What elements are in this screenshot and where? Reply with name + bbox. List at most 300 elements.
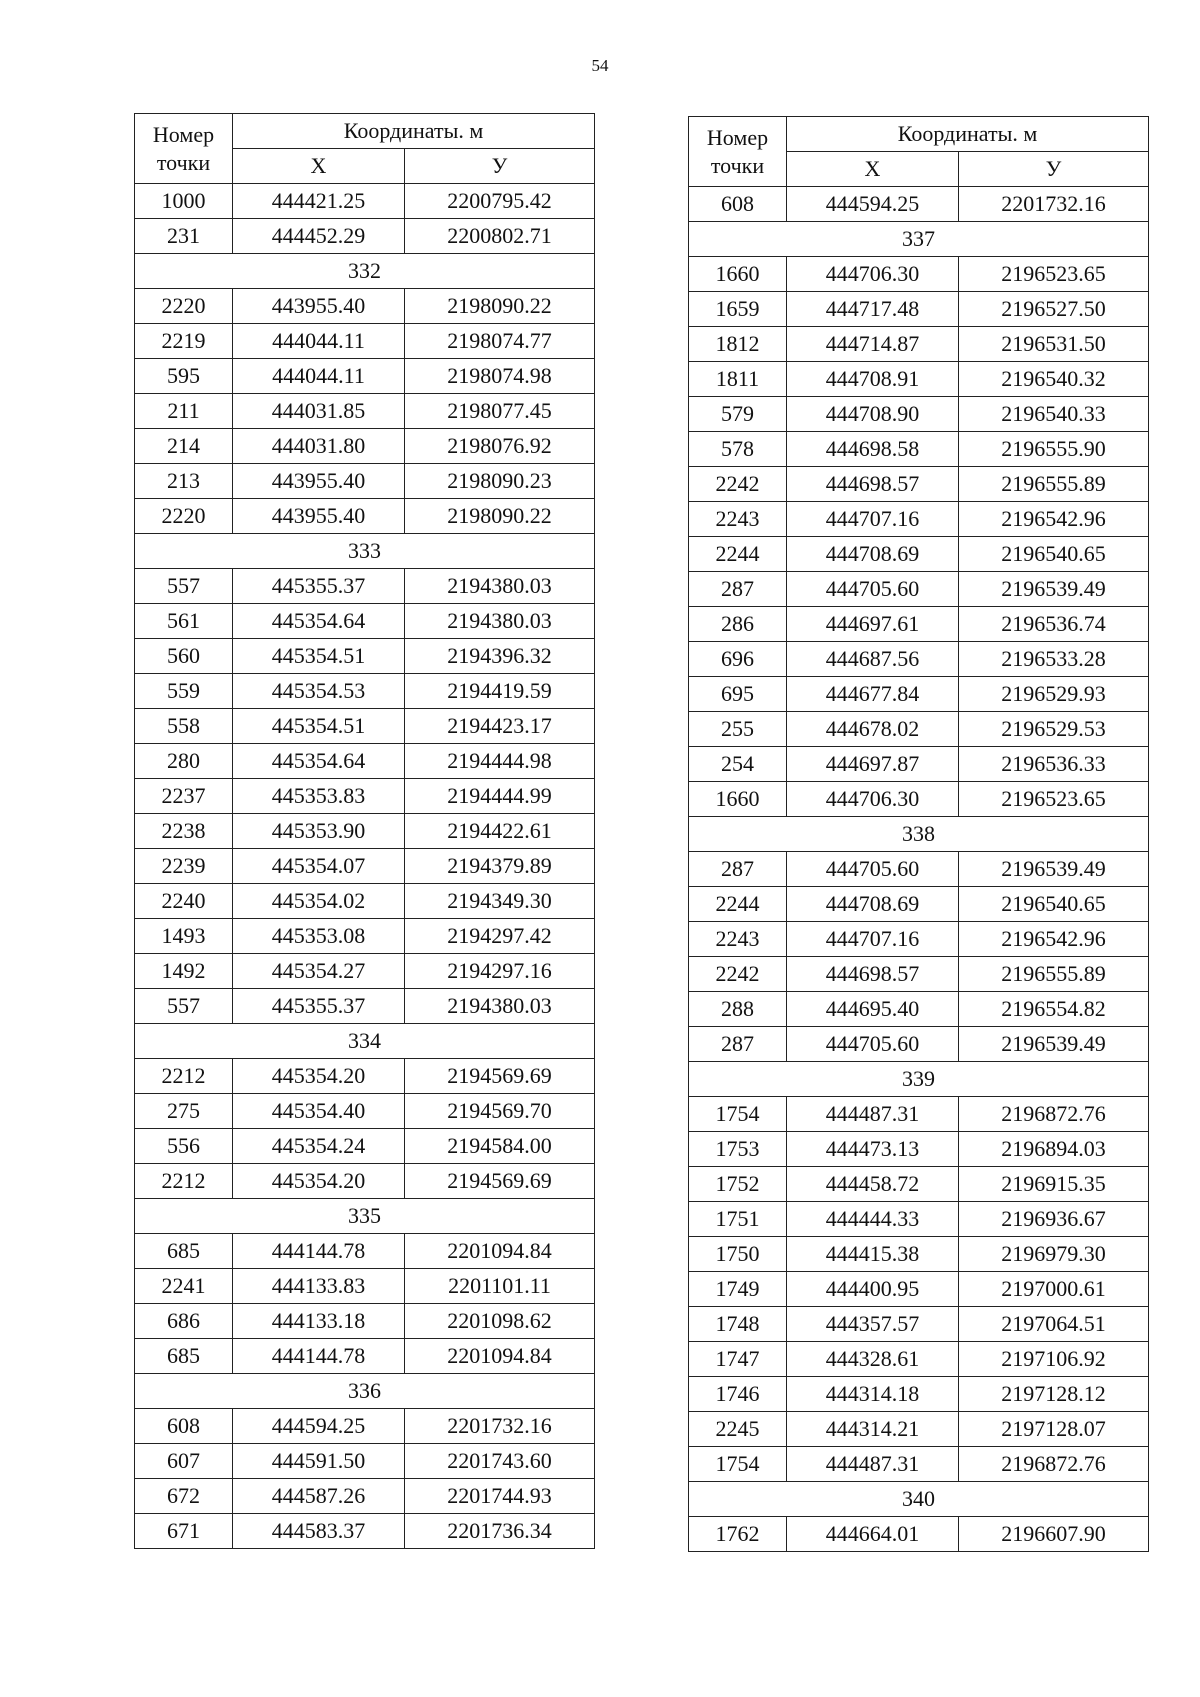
y-coordinate-cell: 2196539.49 [959,1027,1149,1062]
point-number-cell: 2239 [135,849,233,884]
y-coordinate-cell: 2194422.61 [405,814,595,849]
y-coordinate-cell: 2196540.33 [959,397,1149,432]
table-row [689,642,1149,677]
x-coordinate-cell: 445355.37 [233,569,405,604]
x-coordinate-cell: 444717.48 [787,292,959,327]
x-coordinate-cell: 443955.40 [233,289,405,324]
y-coordinate-cell: 2196540.65 [959,887,1149,922]
x-coordinate-cell: 445354.20 [233,1164,405,1199]
x-coordinate-cell: 444587.26 [233,1479,405,1514]
x-coordinate-cell: 445354.24 [233,1129,405,1164]
table-row [689,747,1149,782]
y-coordinate-cell: 2196915.35 [959,1167,1149,1202]
table-row [135,499,595,534]
point-number-cell: 608 [689,187,787,222]
y-coordinate-cell: 2196527.50 [959,292,1149,327]
x-coordinate-cell: 444706.30 [787,257,959,292]
point-number-cell: 288 [689,992,787,1027]
table-row [135,954,595,989]
x-coordinate-cell: 444698.57 [787,467,959,502]
point-number-cell: 1000 [135,184,233,219]
table-row [135,1129,595,1164]
x-coordinate-cell: 444487.31 [787,1447,959,1482]
table-row [689,1517,1149,1552]
y-coordinate-cell: 2194584.00 [405,1129,595,1164]
x-coordinate-cell: 444594.25 [787,187,959,222]
table-row [689,957,1149,992]
point-number-cell: 1750 [689,1237,787,1272]
x-coordinate-cell: 443955.40 [233,499,405,534]
y-coordinate-cell: 2196607.90 [959,1517,1149,1552]
y-coordinate-cell: 2194419.59 [405,674,595,709]
y-coordinate-cell: 2196979.30 [959,1237,1149,1272]
point-number-cell: 1659 [689,292,787,327]
group-label: 340 [689,1482,1149,1517]
table-row [135,1164,595,1199]
y-coordinate-cell: 2196554.82 [959,992,1149,1027]
group-row [689,817,1149,852]
y-coordinate-cell: 2196542.96 [959,502,1149,537]
x-coordinate-cell: 444677.84 [787,677,959,712]
x-coordinate-cell: 444314.21 [787,1412,959,1447]
y-coordinate-cell: 2196542.96 [959,922,1149,957]
table-row [689,1412,1149,1447]
point-number-cell: 2220 [135,499,233,534]
coordinates-header: Координаты. м [787,117,1149,152]
table-row [135,569,595,604]
table-row [135,744,595,779]
x-coordinate-cell: 444044.11 [233,324,405,359]
y-coordinate-cell: 2200802.71 [405,219,595,254]
point-number-cell: 231 [135,219,233,254]
point-number-cell: 254 [689,747,787,782]
x-coordinate-cell: 444444.33 [787,1202,959,1237]
y-coordinate-cell: 2194396.32 [405,639,595,674]
y-coordinate-cell: 2194569.69 [405,1059,595,1094]
y-coordinate-cell: 2194380.03 [405,604,595,639]
x-coordinate-cell: 444421.25 [233,184,405,219]
point-number-cell: 685 [135,1234,233,1269]
table-row [135,674,595,709]
y-coordinate-cell: 2196872.76 [959,1097,1149,1132]
table-row [135,814,595,849]
point-number-cell: 595 [135,359,233,394]
y-coordinate-cell: 2196555.90 [959,432,1149,467]
x-coordinate-cell: 444705.60 [787,572,959,607]
point-number-cell: 696 [689,642,787,677]
table-row [135,289,595,324]
point-number-cell: 1811 [689,362,787,397]
group-row [689,222,1149,257]
point-number-cell: 2242 [689,467,787,502]
x-coordinate-cell: 445353.90 [233,814,405,849]
y-coordinate-cell: 2198090.22 [405,289,595,324]
x-coordinate-cell: 445354.40 [233,1094,405,1129]
group-label: 334 [135,1024,595,1059]
x-coordinate-cell: 445354.64 [233,604,405,639]
point-number-cell: 214 [135,429,233,464]
point-number-cell: 2241 [135,1269,233,1304]
point-number-cell: 287 [689,572,787,607]
table-row [689,887,1149,922]
table-row [135,184,595,219]
x-coordinate-cell: 445354.02 [233,884,405,919]
point-number-cell: 2244 [689,887,787,922]
x-coordinate-cell: 445355.37 [233,989,405,1024]
point-number-cell: 1762 [689,1517,787,1552]
table-row [689,327,1149,362]
point-number-cell: 1493 [135,919,233,954]
point-number-cell: 1749 [689,1272,787,1307]
coordinates-table-left [134,113,595,1549]
y-coordinate-cell: 2196523.65 [959,782,1149,817]
x-coordinate-cell: 443955.40 [233,464,405,499]
table-row [135,429,595,464]
group-label: 337 [689,222,1149,257]
table-row [689,362,1149,397]
table-row [689,1132,1149,1167]
group-row [689,1482,1149,1517]
y-coordinate-cell: 2196529.93 [959,677,1149,712]
x-coordinate-cell: 445353.08 [233,919,405,954]
group-label: 339 [689,1062,1149,1097]
coordinates-table-right [688,116,1149,1552]
point-number-cell: 1747 [689,1342,787,1377]
table-row [689,1202,1149,1237]
x-coordinate-cell: 444705.60 [787,1027,959,1062]
point-number-cell: 2242 [689,957,787,992]
y-coordinate-cell: 2194423.17 [405,709,595,744]
point-number-cell: 1492 [135,954,233,989]
point-number-cell: 578 [689,432,787,467]
point-number-cell: 579 [689,397,787,432]
y-coordinate-cell: 2196539.49 [959,852,1149,887]
y-coordinate-cell: 2198090.23 [405,464,595,499]
table-row [135,1444,595,1479]
y-coordinate-cell: 2196872.76 [959,1447,1149,1482]
point-number-cell: 685 [135,1339,233,1374]
group-row [135,1374,595,1409]
x-coordinate-cell: 444415.38 [787,1237,959,1272]
table-row [135,1094,595,1129]
x-coordinate-cell: 444708.90 [787,397,959,432]
x-coordinate-cell: 444328.61 [787,1342,959,1377]
point-number-cell: 558 [135,709,233,744]
x-coordinate-cell: 445354.53 [233,674,405,709]
group-label: 333 [135,534,595,569]
point-number-cell: 557 [135,569,233,604]
y-coordinate-cell: 2196540.32 [959,362,1149,397]
point-number-cell: 286 [689,607,787,642]
table-body [689,187,1149,1552]
x-coordinate-cell: 444144.78 [233,1339,405,1374]
y-coordinate-cell: 2198074.98 [405,359,595,394]
x-coordinate-cell: 444133.83 [233,1269,405,1304]
y-header: У [959,152,1149,187]
table-row [135,604,595,639]
point-number-cell: 255 [689,712,787,747]
point-number-cell: 1753 [689,1132,787,1167]
y-coordinate-cell: 2196555.89 [959,957,1149,992]
point-number-cell: 280 [135,744,233,779]
point-number-cell: 2212 [135,1059,233,1094]
table-row [689,1097,1149,1132]
table-row [689,187,1149,222]
group-row [135,1199,595,1234]
table-row [689,502,1149,537]
table-row [135,849,595,884]
table-row [135,779,595,814]
x-coordinate-cell: 444714.87 [787,327,959,362]
x-coordinate-cell: 444708.69 [787,887,959,922]
point-number-cell: 560 [135,639,233,674]
y-coordinate-cell: 2194569.69 [405,1164,595,1199]
y-coordinate-cell: 2194444.99 [405,779,595,814]
y-coordinate-cell: 2197000.61 [959,1272,1149,1307]
table-row [689,432,1149,467]
y-coordinate-cell: 2196529.53 [959,712,1149,747]
point-number-cell: 287 [689,1027,787,1062]
x-coordinate-cell: 444706.30 [787,782,959,817]
point-number-cell: 671 [135,1514,233,1549]
x-coordinate-cell: 444687.56 [787,642,959,677]
point-number-cell: 2237 [135,779,233,814]
x-coordinate-cell: 444698.58 [787,432,959,467]
point-number-cell: 287 [689,852,787,887]
y-coordinate-cell: 2196555.89 [959,467,1149,502]
y-coordinate-cell: 2196540.65 [959,537,1149,572]
table-row [689,1027,1149,1062]
group-row [135,254,595,289]
group-label: 335 [135,1199,595,1234]
y-coordinate-cell: 2197064.51 [959,1307,1149,1342]
point-number-cell: 672 [135,1479,233,1514]
x-coordinate-cell: 444594.25 [233,1409,405,1444]
point-number-cell: 1754 [689,1447,787,1482]
y-coordinate-cell: 2201743.60 [405,1444,595,1479]
table-row [689,677,1149,712]
x-coordinate-cell: 444133.18 [233,1304,405,1339]
table-row [135,464,595,499]
table-row [135,639,595,674]
x-coordinate-cell: 444583.37 [233,1514,405,1549]
table-row [689,292,1149,327]
x-coordinate-cell: 444031.80 [233,429,405,464]
point-number-cell: 608 [135,1409,233,1444]
x-coordinate-cell: 444314.18 [787,1377,959,1412]
y-coordinate-cell: 2196936.67 [959,1202,1149,1237]
point-number-cell: 2238 [135,814,233,849]
table-row [689,1272,1149,1307]
page-number: 54 [591,56,609,75]
point-number-cell: 2244 [689,537,787,572]
y-coordinate-cell: 2194297.16 [405,954,595,989]
y-coordinate-cell: 2196894.03 [959,1132,1149,1167]
table-row [135,1514,595,1549]
y-coordinate-cell: 2194349.30 [405,884,595,919]
group-row [135,534,595,569]
y-coordinate-cell: 2201101.11 [405,1269,595,1304]
x-coordinate-cell: 444044.11 [233,359,405,394]
y-coordinate-cell: 2198090.22 [405,499,595,534]
x-coordinate-cell: 444452.29 [233,219,405,254]
y-coordinate-cell: 2201736.34 [405,1514,595,1549]
table-row [689,1307,1149,1342]
point-number-cell: 559 [135,674,233,709]
point-number-cell: 1812 [689,327,787,362]
x-header: Х [233,149,405,184]
table-row [689,1377,1149,1412]
table-row [689,922,1149,957]
x-coordinate-cell: 444707.16 [787,502,959,537]
point-number-cell: 1660 [689,782,787,817]
group-label: 336 [135,1374,595,1409]
y-coordinate-cell: 2198076.92 [405,429,595,464]
y-coordinate-cell: 2194444.98 [405,744,595,779]
table-row [135,1234,595,1269]
table-row [689,852,1149,887]
y-coordinate-cell: 2194380.03 [405,989,595,1024]
x-coordinate-cell: 444707.16 [787,922,959,957]
point-number-cell: 561 [135,604,233,639]
table-row [689,537,1149,572]
x-coordinate-cell: 444357.57 [787,1307,959,1342]
x-coordinate-cell: 444697.61 [787,607,959,642]
x-coordinate-cell: 444473.13 [787,1132,959,1167]
y-coordinate-cell: 2196523.65 [959,257,1149,292]
table-row [689,1167,1149,1202]
y-coordinate-cell: 2196533.28 [959,642,1149,677]
point-number-cell: 2220 [135,289,233,324]
point-number-cell: 1754 [689,1097,787,1132]
table-row [135,1059,595,1094]
y-coordinate-cell: 2200795.42 [405,184,595,219]
x-coordinate-cell: 444144.78 [233,1234,405,1269]
point-number-cell: 1660 [689,257,787,292]
table-row [689,992,1149,1027]
x-coordinate-cell: 444708.91 [787,362,959,397]
y-coordinate-cell: 2197106.92 [959,1342,1149,1377]
point-number-header: Номер точки [689,117,787,187]
y-coordinate-cell: 2196536.74 [959,607,1149,642]
point-number-header: Номер точки [135,114,233,184]
point-number-cell: 1752 [689,1167,787,1202]
point-number-cell: 2240 [135,884,233,919]
table-row [689,572,1149,607]
coordinates-header: Координаты. м [233,114,595,149]
x-coordinate-cell: 444487.31 [787,1097,959,1132]
table-row [135,1339,595,1374]
x-coordinate-cell: 444698.57 [787,957,959,992]
group-row [689,1062,1149,1097]
y-coordinate-cell: 2196539.49 [959,572,1149,607]
x-coordinate-cell: 444591.50 [233,1444,405,1479]
x-coordinate-cell: 444697.87 [787,747,959,782]
x-coordinate-cell: 445354.20 [233,1059,405,1094]
x-coordinate-cell: 445354.27 [233,954,405,989]
point-number-cell: 2212 [135,1164,233,1199]
table-row [135,1269,595,1304]
table-body [135,184,595,1549]
point-number-cell: 213 [135,464,233,499]
x-coordinate-cell: 445354.07 [233,849,405,884]
point-number-cell: 1746 [689,1377,787,1412]
group-label: 332 [135,254,595,289]
y-coordinate-cell: 2201094.84 [405,1339,595,1374]
table-row [135,394,595,429]
point-number-cell: 2243 [689,502,787,537]
table-row [689,712,1149,747]
x-coordinate-cell: 444678.02 [787,712,959,747]
point-number-cell: 211 [135,394,233,429]
x-coordinate-cell: 445354.51 [233,639,405,674]
table-row [135,1409,595,1444]
y-coordinate-cell: 2201732.16 [405,1409,595,1444]
table-row [689,257,1149,292]
table-row [135,219,595,254]
table-row [135,884,595,919]
x-coordinate-cell: 444708.69 [787,537,959,572]
table-row [689,1342,1149,1377]
point-number-cell: 557 [135,989,233,1024]
y-coordinate-cell: 2201094.84 [405,1234,595,1269]
table-row [135,1304,595,1339]
table-row [135,989,595,1024]
x-coordinate-cell: 444031.85 [233,394,405,429]
table-row [689,782,1149,817]
y-coordinate-cell: 2194380.03 [405,569,595,604]
x-coordinate-cell: 445354.64 [233,744,405,779]
y-coordinate-cell: 2201098.62 [405,1304,595,1339]
y-coordinate-cell: 2196536.33 [959,747,1149,782]
y-coordinate-cell: 2194569.70 [405,1094,595,1129]
point-number-cell: 1748 [689,1307,787,1342]
table-row [689,397,1149,432]
x-coordinate-cell: 445354.51 [233,709,405,744]
table-row [135,324,595,359]
point-number-cell: 686 [135,1304,233,1339]
y-coordinate-cell: 2196531.50 [959,327,1149,362]
y-coordinate-cell: 2194297.42 [405,919,595,954]
y-coordinate-cell: 2201744.93 [405,1479,595,1514]
point-number-cell: 2245 [689,1412,787,1447]
table-row [689,1237,1149,1272]
x-coordinate-cell: 444400.95 [787,1272,959,1307]
table-row [135,709,595,744]
table-row [135,1479,595,1514]
group-row [135,1024,595,1059]
x-coordinate-cell: 445353.83 [233,779,405,814]
point-number-cell: 1751 [689,1202,787,1237]
y-coordinate-cell: 2198077.45 [405,394,595,429]
point-number-cell: 275 [135,1094,233,1129]
x-coordinate-cell: 444664.01 [787,1517,959,1552]
table-row [135,359,595,394]
point-number-cell: 556 [135,1129,233,1164]
y-header: У [405,149,595,184]
y-coordinate-cell: 2198074.77 [405,324,595,359]
table-row [689,467,1149,502]
table-row [689,1447,1149,1482]
point-number-cell: 2243 [689,922,787,957]
y-coordinate-cell: 2197128.12 [959,1377,1149,1412]
group-label: 338 [689,817,1149,852]
y-coordinate-cell: 2197128.07 [959,1412,1149,1447]
table-row [135,919,595,954]
table-row [689,607,1149,642]
point-number-cell: 607 [135,1444,233,1479]
x-coordinate-cell: 444695.40 [787,992,959,1027]
